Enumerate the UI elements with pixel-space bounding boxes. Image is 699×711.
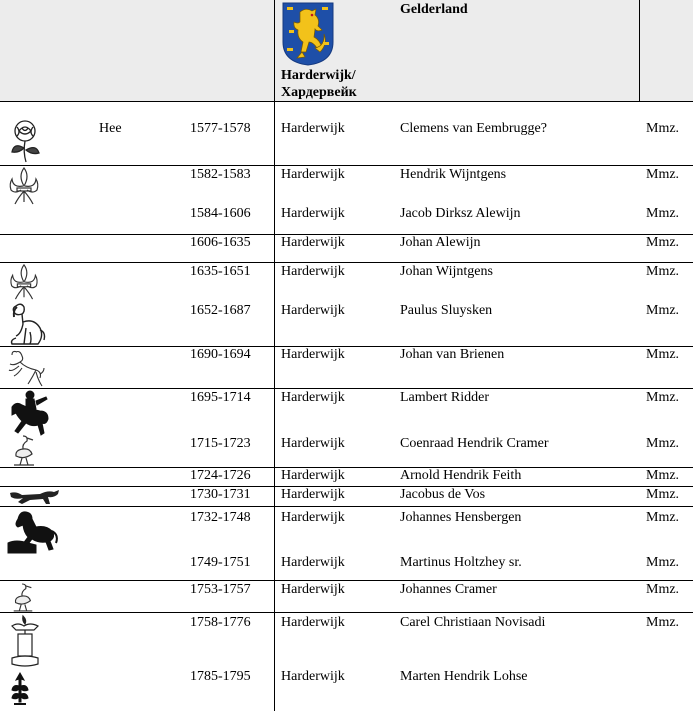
seated-dog-icon xyxy=(8,300,48,346)
row-divider xyxy=(0,486,693,487)
table-row-years: 1606-1635 xyxy=(190,235,251,250)
horse-rider-icon xyxy=(8,389,52,437)
table-row-name: Carel Christiaan Novisadi xyxy=(400,615,546,630)
table-row-type: Mmz. xyxy=(646,555,680,570)
table-row-years: 1690-1694 xyxy=(190,347,251,362)
horse-on-ground-icon xyxy=(6,509,60,555)
table-row-name: Hendrik Wijntgens xyxy=(400,167,507,182)
table-row-years: 1732-1748 xyxy=(190,510,251,525)
table-row-name: Clemens van Eembrugge? xyxy=(400,121,547,136)
header-city-line1: Harderwijk/ xyxy=(281,68,356,83)
row-divider xyxy=(0,388,693,389)
table-row-years: 1652-1687 xyxy=(190,303,251,318)
row-divider xyxy=(0,506,693,507)
table-row-type: Mmz. xyxy=(646,582,680,597)
table-row-years: 1635-1651 xyxy=(190,264,251,279)
row-divider xyxy=(0,101,693,102)
row-divider xyxy=(0,346,693,347)
row-divider xyxy=(0,580,693,581)
table-row-type: Mmz. xyxy=(646,487,680,502)
table-row-city: Harderwijk xyxy=(281,582,345,597)
table-row-type: Mmz. xyxy=(646,347,680,362)
table-row-city: Harderwijk xyxy=(281,235,345,250)
crane-bird-icon xyxy=(10,582,36,612)
table-row-name: Johan van Brienen xyxy=(400,347,505,362)
table-row-years: 1715-1723 xyxy=(190,436,251,451)
table-row-type: Mmz. xyxy=(646,121,680,136)
table-row-type: Mmz. xyxy=(646,235,680,250)
table-row-name: Paulus Sluysken xyxy=(400,303,493,318)
table-row-type: Mmz. xyxy=(646,468,680,483)
table-row-type: Mmz. xyxy=(646,436,680,451)
table-row-name: Martinus Holtzhey sr. xyxy=(400,555,522,570)
table-row-type: Mmz. xyxy=(646,167,680,182)
row-divider xyxy=(0,467,693,468)
fleur-de-lis-icon xyxy=(8,263,40,301)
rose-flower-icon xyxy=(8,118,42,164)
arrow-plant-icon xyxy=(10,672,30,706)
table-row-type: Mmz. xyxy=(646,206,680,221)
row-divider xyxy=(0,234,693,235)
table-row-name: Johan Wijntgens xyxy=(400,264,493,279)
table-row-city: Harderwijk xyxy=(281,347,345,362)
crane-bird-icon xyxy=(10,434,38,466)
candle-icon xyxy=(8,614,42,668)
table-row-name: Jacobus de Vos xyxy=(400,487,486,502)
header-region: Gelderland xyxy=(400,2,468,17)
table-row-city: Harderwijk xyxy=(281,436,345,451)
table-row-name: Lambert Ridder xyxy=(400,390,490,405)
table-row-city: Harderwijk xyxy=(281,487,345,502)
table-row-type: Mmz. xyxy=(646,615,680,630)
table-row-city: Harderwijk xyxy=(281,615,345,630)
table-row-years: 1584-1606 xyxy=(190,206,251,221)
table-row-years: 1758-1776 xyxy=(190,615,251,630)
table-row-city: Harderwijk xyxy=(281,206,345,221)
table-row-years: 1577-1578 xyxy=(190,121,251,136)
table-row-type: Mmz. xyxy=(646,264,680,279)
table-row-name: Johan Alewijn xyxy=(400,235,481,250)
table-row-note: Hee xyxy=(99,121,122,136)
table-row-name: Jacob Dirksz Alewijn xyxy=(400,206,521,221)
table-row-city: Harderwijk xyxy=(281,555,345,570)
fleur-de-lis-icon xyxy=(8,166,40,206)
table-row-name: Arnold Hendrik Feith xyxy=(400,468,522,483)
table-row-type: Mmz. xyxy=(646,303,680,318)
table-row-years: 1749-1751 xyxy=(190,555,251,570)
table-row-city: Harderwijk xyxy=(281,510,345,525)
table-row-city: Harderwijk xyxy=(281,303,345,318)
column-divider xyxy=(274,0,275,711)
table-row-years: 1582-1583 xyxy=(190,167,251,182)
header-city-line2: Хардервейк xyxy=(281,85,357,100)
table-row-type: Mmz. xyxy=(646,390,680,405)
table-row-name: Marten Hendrik Lohse xyxy=(400,669,528,684)
table-row-city: Harderwijk xyxy=(281,264,345,279)
table-row-city: Harderwijk xyxy=(281,390,345,405)
table-row-years: 1785-1795 xyxy=(190,669,251,684)
gelderland-lion-coat-of-arms-icon xyxy=(282,2,334,66)
table-row-years: 1753-1757 xyxy=(190,582,251,597)
running-fox-icon xyxy=(8,488,60,506)
table-row-years: 1724-1726 xyxy=(190,468,251,483)
table-row-city: Harderwijk xyxy=(281,669,345,684)
table-row-city: Harderwijk xyxy=(281,121,345,136)
row-divider xyxy=(0,612,693,613)
table-row-type: Mmz. xyxy=(646,510,680,525)
table-row-name: Coenraad Hendrik Cramer xyxy=(400,436,549,451)
row-divider xyxy=(0,262,693,263)
table-row-name: Johannes Hensbergen xyxy=(400,510,522,525)
table-row-city: Harderwijk xyxy=(281,468,345,483)
column-divider xyxy=(639,0,640,101)
table-row-name: Johannes Cramer xyxy=(400,582,497,597)
table-row-city: Harderwijk xyxy=(281,167,345,182)
row-divider xyxy=(0,165,693,166)
table-row-years: 1730-1731 xyxy=(190,487,251,502)
leaping-goat-icon xyxy=(6,348,46,388)
table-row-years: 1695-1714 xyxy=(190,390,251,405)
